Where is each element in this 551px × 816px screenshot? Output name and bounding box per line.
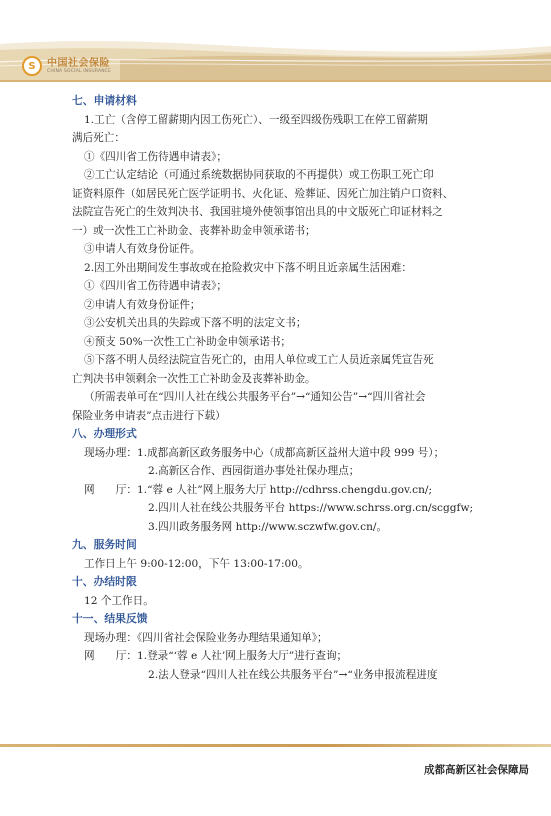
- section-heading: 八、办理形式: [72, 427, 137, 440]
- text-line: 2.因工外出期间发生事故或在抢险救灾中下落不明且近亲属生活困难：: [84, 261, 412, 274]
- text-line: 现场办理：《四川省社会保险业务办理结果通知单》；: [84, 631, 328, 644]
- text-line: ②工亡认定结论（可通过系统数据协同获取的不再提供）或工伤职工死亡印: [84, 169, 434, 181]
- section-heading: 十、办结时限: [72, 575, 137, 588]
- text-line: 1.工亡（含停工留薪期内因工伤死亡）、一级至四级伤残职工在停工留薪期: [84, 113, 428, 126]
- text-line: 网 厅：1.“蓉 e 人社”网上服务大厅 http://cdhrss.chengdu.gov.cn/;: [84, 483, 433, 496]
- text-line: 3.四川政务服务网 http://www.sczwfw.gov.cn/。: [148, 520, 388, 533]
- text-line: ⑤下落不明人员经法院宣告死亡的，由用人单位或工亡人员近亲属凭宣告死: [84, 354, 434, 366]
- text-line: 2.法人登录“四川人社在线公共服务平台”→“业务申报流程进度: [148, 668, 438, 681]
- text-line: 一）或一次性工亡补助金、丧葬补助金申领承诺书；: [72, 224, 316, 237]
- text-line: ①《四川省工伤待遇申请表》；: [84, 150, 228, 163]
- text-line: 法院宣告死亡的生效判决书、我国驻境外使领事馆出具的中文版死亡印证材料之: [72, 206, 443, 218]
- section-heading: 七、申请材料: [72, 94, 137, 107]
- document-body: [72, 92, 494, 684]
- china-social-insurance-emblem-icon: S: [22, 56, 42, 76]
- text-line: 2.高新区合作、西园街道办事处社保办理点；: [148, 465, 360, 477]
- text-line: ②申请人有效身份证件；: [84, 298, 201, 311]
- text-line: 网 厅：1.登录“‘蓉 e 人社’网上服务大厅”进行查询；: [84, 650, 348, 662]
- logo: [22, 53, 112, 79]
- text-line: 12 个工作日。: [84, 594, 154, 607]
- text-line: 保险业务申请表”点击进行下载）: [72, 409, 226, 422]
- text-line: 满后死亡：: [72, 132, 125, 144]
- text-line: ④预支 50%一次性工亡补助金申领承诺书；: [84, 335, 292, 348]
- text-line: 亡判决书申领剩余一次性工亡补助金及丧葬补助金。: [72, 372, 316, 385]
- logo-chinese-text: 中国社会保险: [47, 57, 110, 69]
- section-heading: 十一、结果反馈: [72, 612, 148, 625]
- section-heading: 九、服务时间: [72, 538, 137, 551]
- text-line: ③公安机关出具的失踪或下落不明的法定文书；: [84, 317, 307, 329]
- text-line: ③申请人有效身份证件。: [84, 243, 201, 255]
- page-header: [0, 0, 551, 82]
- text-line: 证资料原件（如居民死亡医学证明书、火化证、殓葬证、因死亡加注销户口资料、: [72, 187, 454, 200]
- text-line: 工作日上午 9:00-12:00，下午 13:00-17:00。: [84, 557, 309, 570]
- footer-organization: 成都高新区社会保障局: [424, 764, 529, 776]
- text-line: （所需表单可在“四川人社在线公共服务平台”→“通知公告”→“四川省社会: [84, 391, 426, 403]
- text-line: 2.四川人社在线公共服务平台 https://www.schrss.org.cn/scggfw;: [148, 502, 474, 514]
- text-line: 现场办理：1.成都高新区政务服务中心（成都高新区益州大道中段 999 号）；: [84, 446, 445, 459]
- footer-divider: [0, 744, 551, 747]
- text-line: ①《四川省工伤待遇申请表》；: [84, 280, 228, 292]
- logo-english-text: CHINA SOCIAL INSURANCE: [47, 68, 112, 74]
